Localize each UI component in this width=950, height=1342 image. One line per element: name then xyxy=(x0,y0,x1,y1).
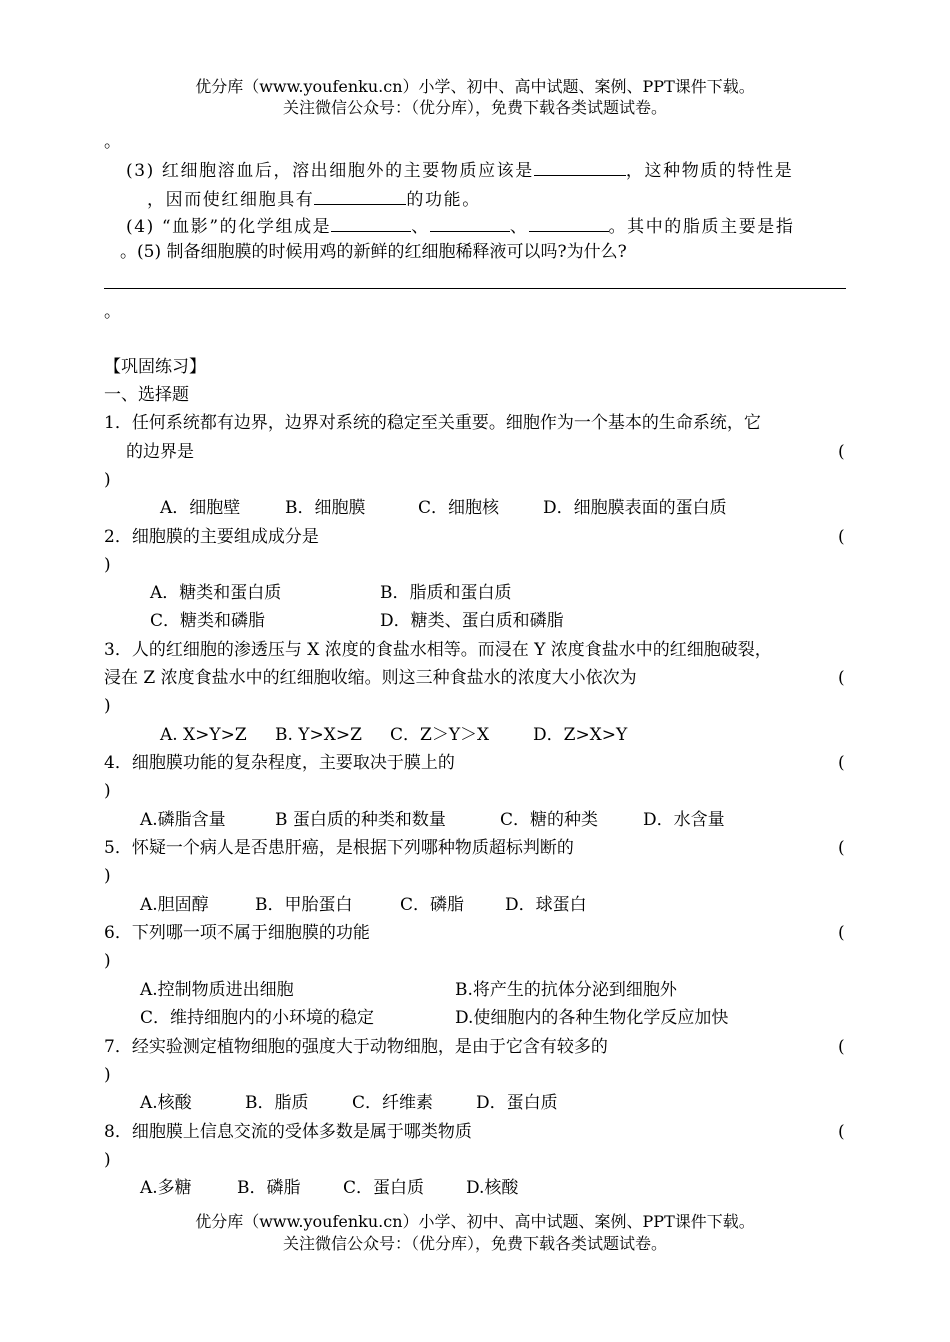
q7-option-b[interactable]: B．脂质 xyxy=(245,1093,309,1113)
q3-blank-1[interactable] xyxy=(534,159,626,176)
q2-line-1: 2．细胞膜的主要组成成分是 xyxy=(104,527,319,547)
q4-sep-1: 、 xyxy=(411,217,430,237)
q1-option-d[interactable]: D．细胞膜表面的蛋白质 xyxy=(543,498,727,518)
footer-line-2: 关注微信公众号：（优分库），免费下载各类试题试卷。 xyxy=(282,1234,667,1253)
section-title: 【巩固练习】 xyxy=(104,357,206,377)
q3-option-d[interactable]: D．Z>X>Y xyxy=(533,725,628,745)
q4-option-c[interactable]: C．糖的种类 xyxy=(500,810,599,830)
q3-text-2: ，这种物质的特性是 xyxy=(625,161,794,181)
q4-blank-3[interactable] xyxy=(529,215,609,232)
q3-paren-close: ) xyxy=(104,696,111,716)
q3-option-b[interactable]: B. Y>X>Z xyxy=(275,725,362,745)
q1-line-1: 1．任何系统都有边界，边界对系统的稳定至关重要。细胞作为一个基本的生命系统，它 xyxy=(104,413,761,433)
q7-line-1: 7．经实验测定植物细胞的强度大于动物细胞，是由于它含有较多的 xyxy=(104,1037,608,1057)
question-3-line-1 xyxy=(126,159,793,181)
header-line-1: 优分库（www.youfenku.cn）小学、初中、高中试题、案例、PPT课件下载。 xyxy=(195,77,755,96)
q2-option-d[interactable]: D．糖类、蛋白质和磷脂 xyxy=(380,611,564,631)
question-5-line: 。(5) 制备细胞膜的时候用鸡的新鲜的红细胞稀释液可以吗?为什么? xyxy=(120,242,627,262)
q6-option-d[interactable]: D.使细胞内的各种生物化学反应加快 xyxy=(455,1008,729,1028)
q3-option-a[interactable]: A. X>Y>Z xyxy=(160,725,247,745)
q3-text-3: ，因而使红细胞具有 xyxy=(147,190,315,210)
q1-paren-open: ( xyxy=(838,442,845,462)
q7-paren-close: ) xyxy=(104,1065,111,1085)
dot-2: 。 xyxy=(104,302,121,322)
q2-option-b[interactable]: B．脂质和蛋白质 xyxy=(380,583,512,603)
q4-paren-open: ( xyxy=(838,753,845,773)
q7-option-c[interactable]: C．纤维素 xyxy=(352,1093,434,1113)
q6-line-1: 6．下列哪一项不属于细胞膜的功能 xyxy=(104,923,370,943)
q3-text-4: 的功能。 xyxy=(406,190,481,210)
q5-paren-close: ) xyxy=(104,866,111,886)
q4-text-2: 。其中的脂质主要是指 xyxy=(608,217,795,237)
q2-option-c[interactable]: C．糖类和磷脂 xyxy=(150,611,266,631)
q1-line-2: 的边界是 xyxy=(126,442,194,462)
q8-paren-close: ) xyxy=(104,1150,111,1170)
q7-paren-open: ( xyxy=(838,1037,845,1057)
q6-paren-open: ( xyxy=(838,923,845,943)
q5-option-a[interactable]: A.胆固醇 xyxy=(140,895,209,915)
q1-option-a[interactable]: A．细胞壁 xyxy=(160,498,241,518)
q2-option-a[interactable]: A．糖类和蛋白质 xyxy=(150,583,282,603)
q8-option-c[interactable]: C．蛋白质 xyxy=(343,1178,425,1198)
q6-option-b[interactable]: B.将产生的抗体分泌到细胞外 xyxy=(455,980,677,1000)
q3-text-1: (3) 红细胞溶血后，溶出细胞外的主要物质应该是 xyxy=(126,161,534,181)
question-3-line-2 xyxy=(147,188,481,210)
q3-paren-open: ( xyxy=(838,668,845,688)
question-4-line xyxy=(126,215,795,237)
q6-option-a[interactable]: A.控制物质进出细胞 xyxy=(140,980,294,1000)
q3-option-c[interactable]: C．Z＞Y＞X xyxy=(390,725,490,745)
q5-paren-open: ( xyxy=(838,838,845,858)
q2-paren-close: ) xyxy=(104,555,111,575)
dot-1: 。 xyxy=(104,132,121,152)
q1-option-b[interactable]: B．细胞膜 xyxy=(285,498,366,518)
q4-blank-1[interactable] xyxy=(331,215,411,232)
q8-option-b[interactable]: B．磷脂 xyxy=(237,1178,301,1198)
q5-option-d[interactable]: D．球蛋白 xyxy=(505,895,587,915)
q8-option-a[interactable]: A.多糖 xyxy=(140,1178,192,1198)
q5-option-b[interactable]: B．甲胎蛋白 xyxy=(255,895,353,915)
q4-sep-2: 、 xyxy=(509,217,529,237)
answer-line[interactable] xyxy=(104,288,846,289)
header-line-2: 关注微信公众号：（优分库），免费下载各类试题试卷。 xyxy=(282,98,667,117)
q8-paren-open: ( xyxy=(838,1122,845,1142)
q6-option-c[interactable]: C．维持细胞内的小环境的稳定 xyxy=(140,1008,375,1028)
q1-option-c[interactable]: C．细胞核 xyxy=(418,498,500,518)
q8-line-1: 8．细胞膜上信息交流的受体多数是属于哪类物质 xyxy=(104,1122,472,1142)
section-subtitle: 一、选择题 xyxy=(104,385,189,405)
q3-line-2: 浸在 Z 浓度食盐水中的红细胞收缩。则这三种食盐水的浓度大小依次为 xyxy=(104,668,637,688)
q5-option-c[interactable]: C．磷脂 xyxy=(400,895,465,915)
q4-text-1: (4) “血影”的化学组成是 xyxy=(126,217,332,237)
q2-paren-open: ( xyxy=(838,527,845,547)
footer-line-1: 优分库（www.youfenku.cn）小学、初中、高中试题、案例、PPT课件下载。 xyxy=(195,1212,755,1231)
q8-option-d[interactable]: D.核酸 xyxy=(466,1178,519,1198)
q6-paren-close: ) xyxy=(104,951,111,971)
q5-line-1: 5．怀疑一个病人是否患肝癌，是根据下列哪种物质超标判断的 xyxy=(104,838,574,858)
q7-option-d[interactable]: D．蛋白质 xyxy=(476,1093,558,1113)
q7-option-a[interactable]: A.核酸 xyxy=(140,1093,192,1113)
q4-option-d[interactable]: D．水含量 xyxy=(643,810,725,830)
q4-option-b[interactable]: B 蛋白质的种类和数量 xyxy=(275,810,446,830)
q4-paren-close: ) xyxy=(104,781,111,801)
q3-blank-2[interactable] xyxy=(314,188,406,205)
q4-line-1: 4．细胞膜功能的复杂程度，主要取决于膜上的 xyxy=(104,753,455,773)
q4-option-a[interactable]: A.磷脂含量 xyxy=(140,810,226,830)
q4-blank-2[interactable] xyxy=(430,215,510,232)
q1-paren-close: ) xyxy=(104,470,111,490)
q3-line-1: 3．人的红细胞的渗透压与 X 浓度的食盐水相等。而浸在 Y 浓度食盐水中的红细胞破裂， xyxy=(104,640,772,660)
